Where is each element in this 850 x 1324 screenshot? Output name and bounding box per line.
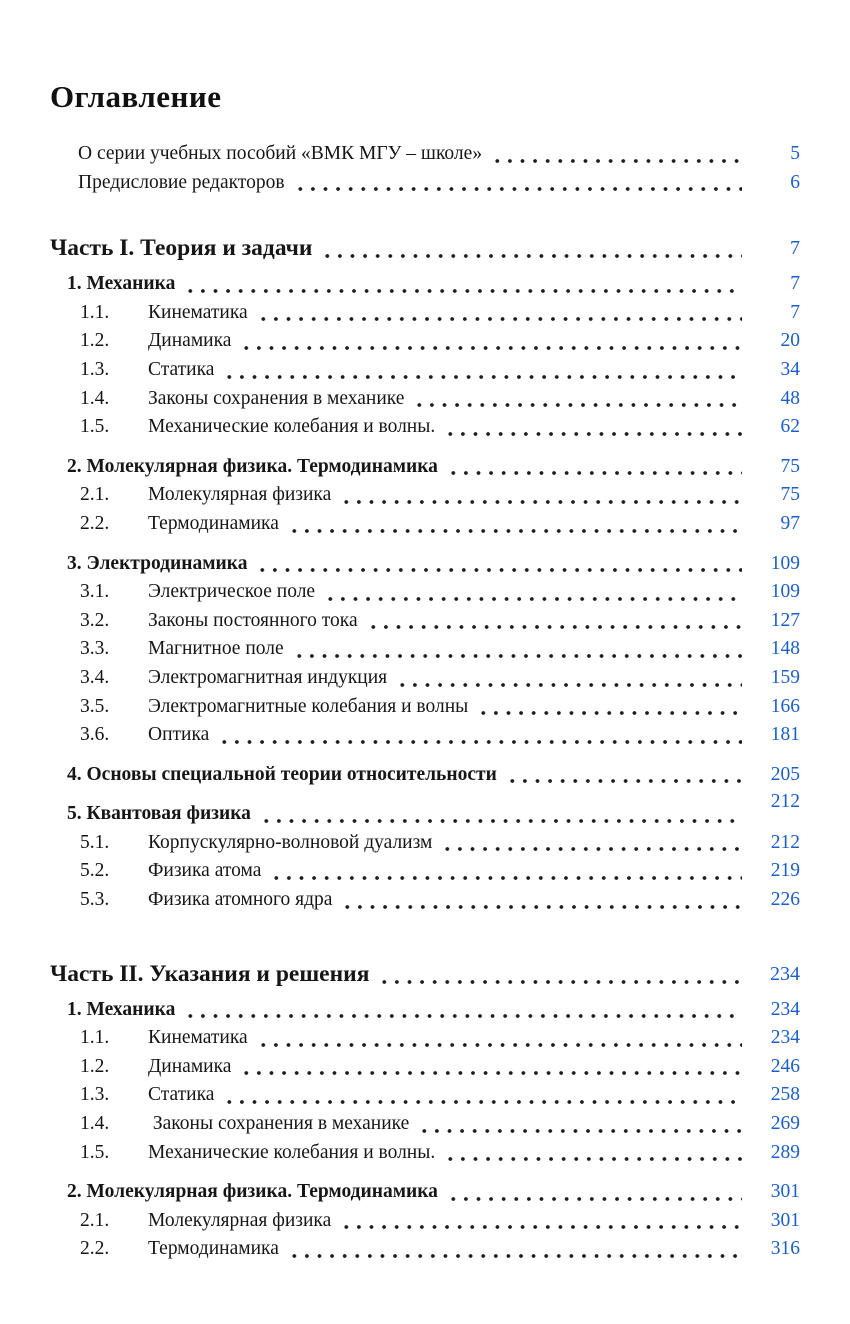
toc-entry-page[interactable]: 246 xyxy=(770,1055,800,1077)
toc-entry-label: Кинематика xyxy=(148,301,248,323)
toc-entry-label: Термодинамика xyxy=(148,1238,279,1260)
toc-entry-number: 1.5. xyxy=(80,416,110,438)
toc-entry-label: Молекулярная физика xyxy=(148,1209,332,1231)
toc-entry-number: 1.4. xyxy=(80,1113,110,1135)
toc-entry xyxy=(50,356,800,385)
toc-entry-label: О серии учебных пособий «ВМК МГУ – школе» xyxy=(78,143,483,164)
toc-entry-number: 5.1. xyxy=(80,831,110,853)
toc-chapter-heading xyxy=(50,270,800,299)
toc-entry xyxy=(50,1024,800,1053)
dot-leader xyxy=(286,1235,742,1264)
toc-part-heading xyxy=(50,957,800,991)
toc-entry-label: Термодинамика xyxy=(148,512,279,534)
toc-entry-label: Динамика xyxy=(148,1055,232,1077)
toc-entry-number: 3.4. xyxy=(80,666,110,688)
toc-entry-label: Механические колебания и волны. xyxy=(148,1141,436,1163)
toc-entry-number: 1.1. xyxy=(80,301,110,323)
toc-entry xyxy=(50,664,800,693)
toc-entry-label: Статика xyxy=(148,1084,215,1106)
dot-leader xyxy=(255,1024,742,1053)
toc-entry-page[interactable]: 258 xyxy=(770,1084,800,1106)
toc-entry-page[interactable]: 219 xyxy=(770,860,800,882)
toc-entry-page[interactable]: 234 xyxy=(770,962,800,985)
toc-entry-label: Электромагнитная индукция xyxy=(148,666,388,688)
toc-entry-number: 5.3. xyxy=(80,889,110,911)
toc-entry xyxy=(50,1235,800,1264)
toc-entry-label: Механические колебания и волны. xyxy=(148,416,436,438)
dot-leader xyxy=(339,886,742,915)
toc-entry xyxy=(50,169,800,198)
toc-entry-label: Молекулярная физика xyxy=(148,484,332,506)
toc-chapter-heading xyxy=(50,1178,800,1207)
toc-entry-number: 1.3. xyxy=(80,1084,110,1106)
toc-entry xyxy=(50,578,800,607)
dot-leader xyxy=(442,413,742,442)
toc-chapter-heading xyxy=(50,550,800,579)
toc-entry-label: Часть II. Указания и решения xyxy=(50,960,370,987)
dot-leader xyxy=(286,510,742,539)
toc-entry-label: Часть I. Теория и задачи xyxy=(50,235,313,262)
toc-entry xyxy=(50,510,800,539)
toc-entry xyxy=(50,1139,800,1168)
dot-leader xyxy=(504,761,742,790)
toc-entry-label: Физика атома xyxy=(148,860,262,882)
toc-entry xyxy=(50,1081,800,1110)
toc-entry-page[interactable]: 7 xyxy=(790,273,800,295)
toc-chapter-heading xyxy=(50,996,800,1025)
toc-entry-label: 1. Механика xyxy=(67,273,176,295)
toc-entry-page[interactable]: 127 xyxy=(770,609,800,631)
toc-entry-number: 3.1. xyxy=(80,581,110,603)
toc-entry-label: Магнитное поле xyxy=(148,638,284,660)
dot-leader xyxy=(291,635,742,664)
toc-entry-page[interactable]: 109 xyxy=(770,581,800,603)
toc-entry-page[interactable]: 301 xyxy=(770,1181,800,1203)
toc-entry-number: 1.1. xyxy=(80,1027,110,1049)
dot-leader xyxy=(411,385,742,414)
toc-entry-page[interactable]: 181 xyxy=(770,724,800,746)
toc-entry-page[interactable]: 75 xyxy=(780,455,800,477)
dot-leader xyxy=(322,578,742,607)
toc-entry-page[interactable]: 212 xyxy=(770,831,800,853)
toc-chapter-heading xyxy=(50,791,800,829)
toc-entry-page[interactable]: 109 xyxy=(770,552,800,574)
toc-entry xyxy=(50,721,800,750)
toc-entry-label: Оптика xyxy=(148,724,210,746)
toc-entry-page[interactable]: 97 xyxy=(780,512,800,534)
toc-entry xyxy=(50,481,800,510)
dot-leader xyxy=(221,356,742,385)
toc-entry-label: Корпускулярно-волновой дуализм xyxy=(148,831,433,853)
toc-entry-page[interactable]: 316 xyxy=(770,1238,800,1260)
toc-entry-page[interactable]: 269 xyxy=(770,1113,800,1135)
toc-part-heading xyxy=(50,231,800,265)
toc-entry-label: Кинематика xyxy=(148,1027,248,1049)
toc-entry-number: 3.5. xyxy=(80,695,110,717)
toc-entry-label: Динамика xyxy=(148,330,232,352)
toc-entry-page[interactable]: 289 xyxy=(770,1141,800,1163)
toc-entry xyxy=(50,829,800,858)
dot-leader xyxy=(319,231,742,265)
toc-entry-page[interactable]: 234 xyxy=(770,1027,800,1049)
dot-leader xyxy=(216,721,742,750)
toc-entry-label: Физика атомного ядра xyxy=(148,889,333,911)
dot-leader xyxy=(238,327,742,356)
toc-entry xyxy=(50,1110,800,1139)
toc-entry-label: Законы постоянного тока xyxy=(148,609,358,631)
dot-leader xyxy=(416,1110,742,1139)
toc-entry-number: 1.2. xyxy=(80,330,110,352)
toc-chapter-heading xyxy=(50,761,800,790)
dot-leader xyxy=(258,800,742,829)
toc-entry-label: 5. Квантовая физика xyxy=(67,803,251,825)
toc-entry-page[interactable]: 7 xyxy=(790,237,800,260)
toc-entry-page[interactable]: 234 xyxy=(770,998,800,1020)
toc-entry-label: Статика xyxy=(148,358,215,380)
toc-entry-page[interactable]: 34 xyxy=(780,358,800,380)
toc-entry-page[interactable]: 20 xyxy=(780,330,800,352)
toc-entry xyxy=(50,607,800,636)
toc-entry xyxy=(50,857,800,886)
toc-entry xyxy=(50,1207,800,1236)
toc-entry-label: 3. Электродинамика xyxy=(67,552,248,574)
toc-entry-number: 2.2. xyxy=(80,512,110,534)
toc-entry-page[interactable]: 7 xyxy=(790,301,800,323)
dot-leader xyxy=(439,829,742,858)
toc-entry-number: 1.4. xyxy=(80,387,110,409)
toc-entry xyxy=(50,385,800,414)
toc-entry xyxy=(50,299,800,328)
toc-entry-page[interactable]: 48 xyxy=(780,387,800,409)
toc-entry xyxy=(50,140,800,169)
toc-entry-page[interactable]: 5 xyxy=(790,143,800,164)
toc-entry-number: 1.3. xyxy=(80,358,110,380)
dot-leader xyxy=(442,1139,742,1168)
dot-leader xyxy=(268,857,742,886)
dot-leader xyxy=(365,607,742,636)
dot-leader xyxy=(292,169,742,198)
toc-entry xyxy=(50,886,800,915)
dot-leader xyxy=(445,453,742,482)
toc-entry xyxy=(50,327,800,356)
toc-entry xyxy=(50,635,800,664)
toc-entry-number: 1.5. xyxy=(80,1141,110,1163)
toc-entry-page[interactable]: 6 xyxy=(790,171,800,193)
toc-entry-number: 2.1. xyxy=(80,1209,110,1231)
toc-entry-label: Законы сохранения в механике xyxy=(148,1113,410,1135)
toc-entry-page[interactable]: 205 xyxy=(770,763,800,785)
dot-leader xyxy=(182,270,742,299)
toc-entry-label: Предисловие редакторов xyxy=(78,171,285,193)
toc-entry-number: 5.2. xyxy=(80,860,110,882)
toc-entry-page[interactable]: 148 xyxy=(770,638,800,660)
dot-leader xyxy=(255,299,742,328)
toc-entry xyxy=(50,413,800,442)
toc-entry-number: 3.3. xyxy=(80,638,110,660)
toc-entry-number: 1.2. xyxy=(80,1055,110,1077)
dot-leader xyxy=(221,1081,742,1110)
toc-entry-page[interactable]: 226 xyxy=(770,889,800,911)
toc-entry-page[interactable]: 159 xyxy=(770,666,800,688)
toc-entry xyxy=(50,693,800,722)
dot-leader xyxy=(238,1053,742,1082)
toc-entry-page[interactable]: 212 xyxy=(770,791,800,813)
toc-entry-page[interactable]: 75 xyxy=(780,484,800,506)
dot-leader xyxy=(182,996,742,1025)
toc-entry-label: Электрическое поле xyxy=(148,581,316,603)
toc-entry-label: 2. Молекулярная физика. Термодинамика xyxy=(67,455,438,477)
toc-entry-page[interactable]: 166 xyxy=(770,695,800,717)
toc-entry-number: 3.6. xyxy=(80,724,110,746)
toc-entry-page[interactable]: 62 xyxy=(780,416,800,438)
toc-entry-label: 4. Основы специальной теории относительности xyxy=(67,763,497,785)
toc-entry-page[interactable]: 301 xyxy=(770,1209,800,1231)
toc-entry-label: 1. Механика xyxy=(67,998,176,1020)
dot-leader xyxy=(376,957,742,991)
toc-entry xyxy=(50,1053,800,1082)
dot-leader xyxy=(338,1207,742,1236)
toc-entry-label: Электромагнитные колебания и волны xyxy=(148,695,469,717)
dot-leader xyxy=(338,481,742,510)
toc-entry-number: 3.2. xyxy=(80,609,110,631)
dot-leader xyxy=(254,550,742,579)
toc-entry-label: Законы сохранения в механике xyxy=(148,387,405,409)
page-title: Оглавление xyxy=(50,79,222,114)
toc-entry-label: 2. Молекулярная физика. Термодинамика xyxy=(67,1181,438,1203)
dot-leader xyxy=(445,1178,742,1207)
dot-leader xyxy=(489,140,742,169)
dot-leader xyxy=(394,664,742,693)
toc-entry-number: 2.2. xyxy=(80,1238,110,1260)
dot-leader xyxy=(475,693,742,722)
toc-entry-number: 2.1. xyxy=(80,484,110,506)
toc-chapter-heading xyxy=(50,453,800,482)
